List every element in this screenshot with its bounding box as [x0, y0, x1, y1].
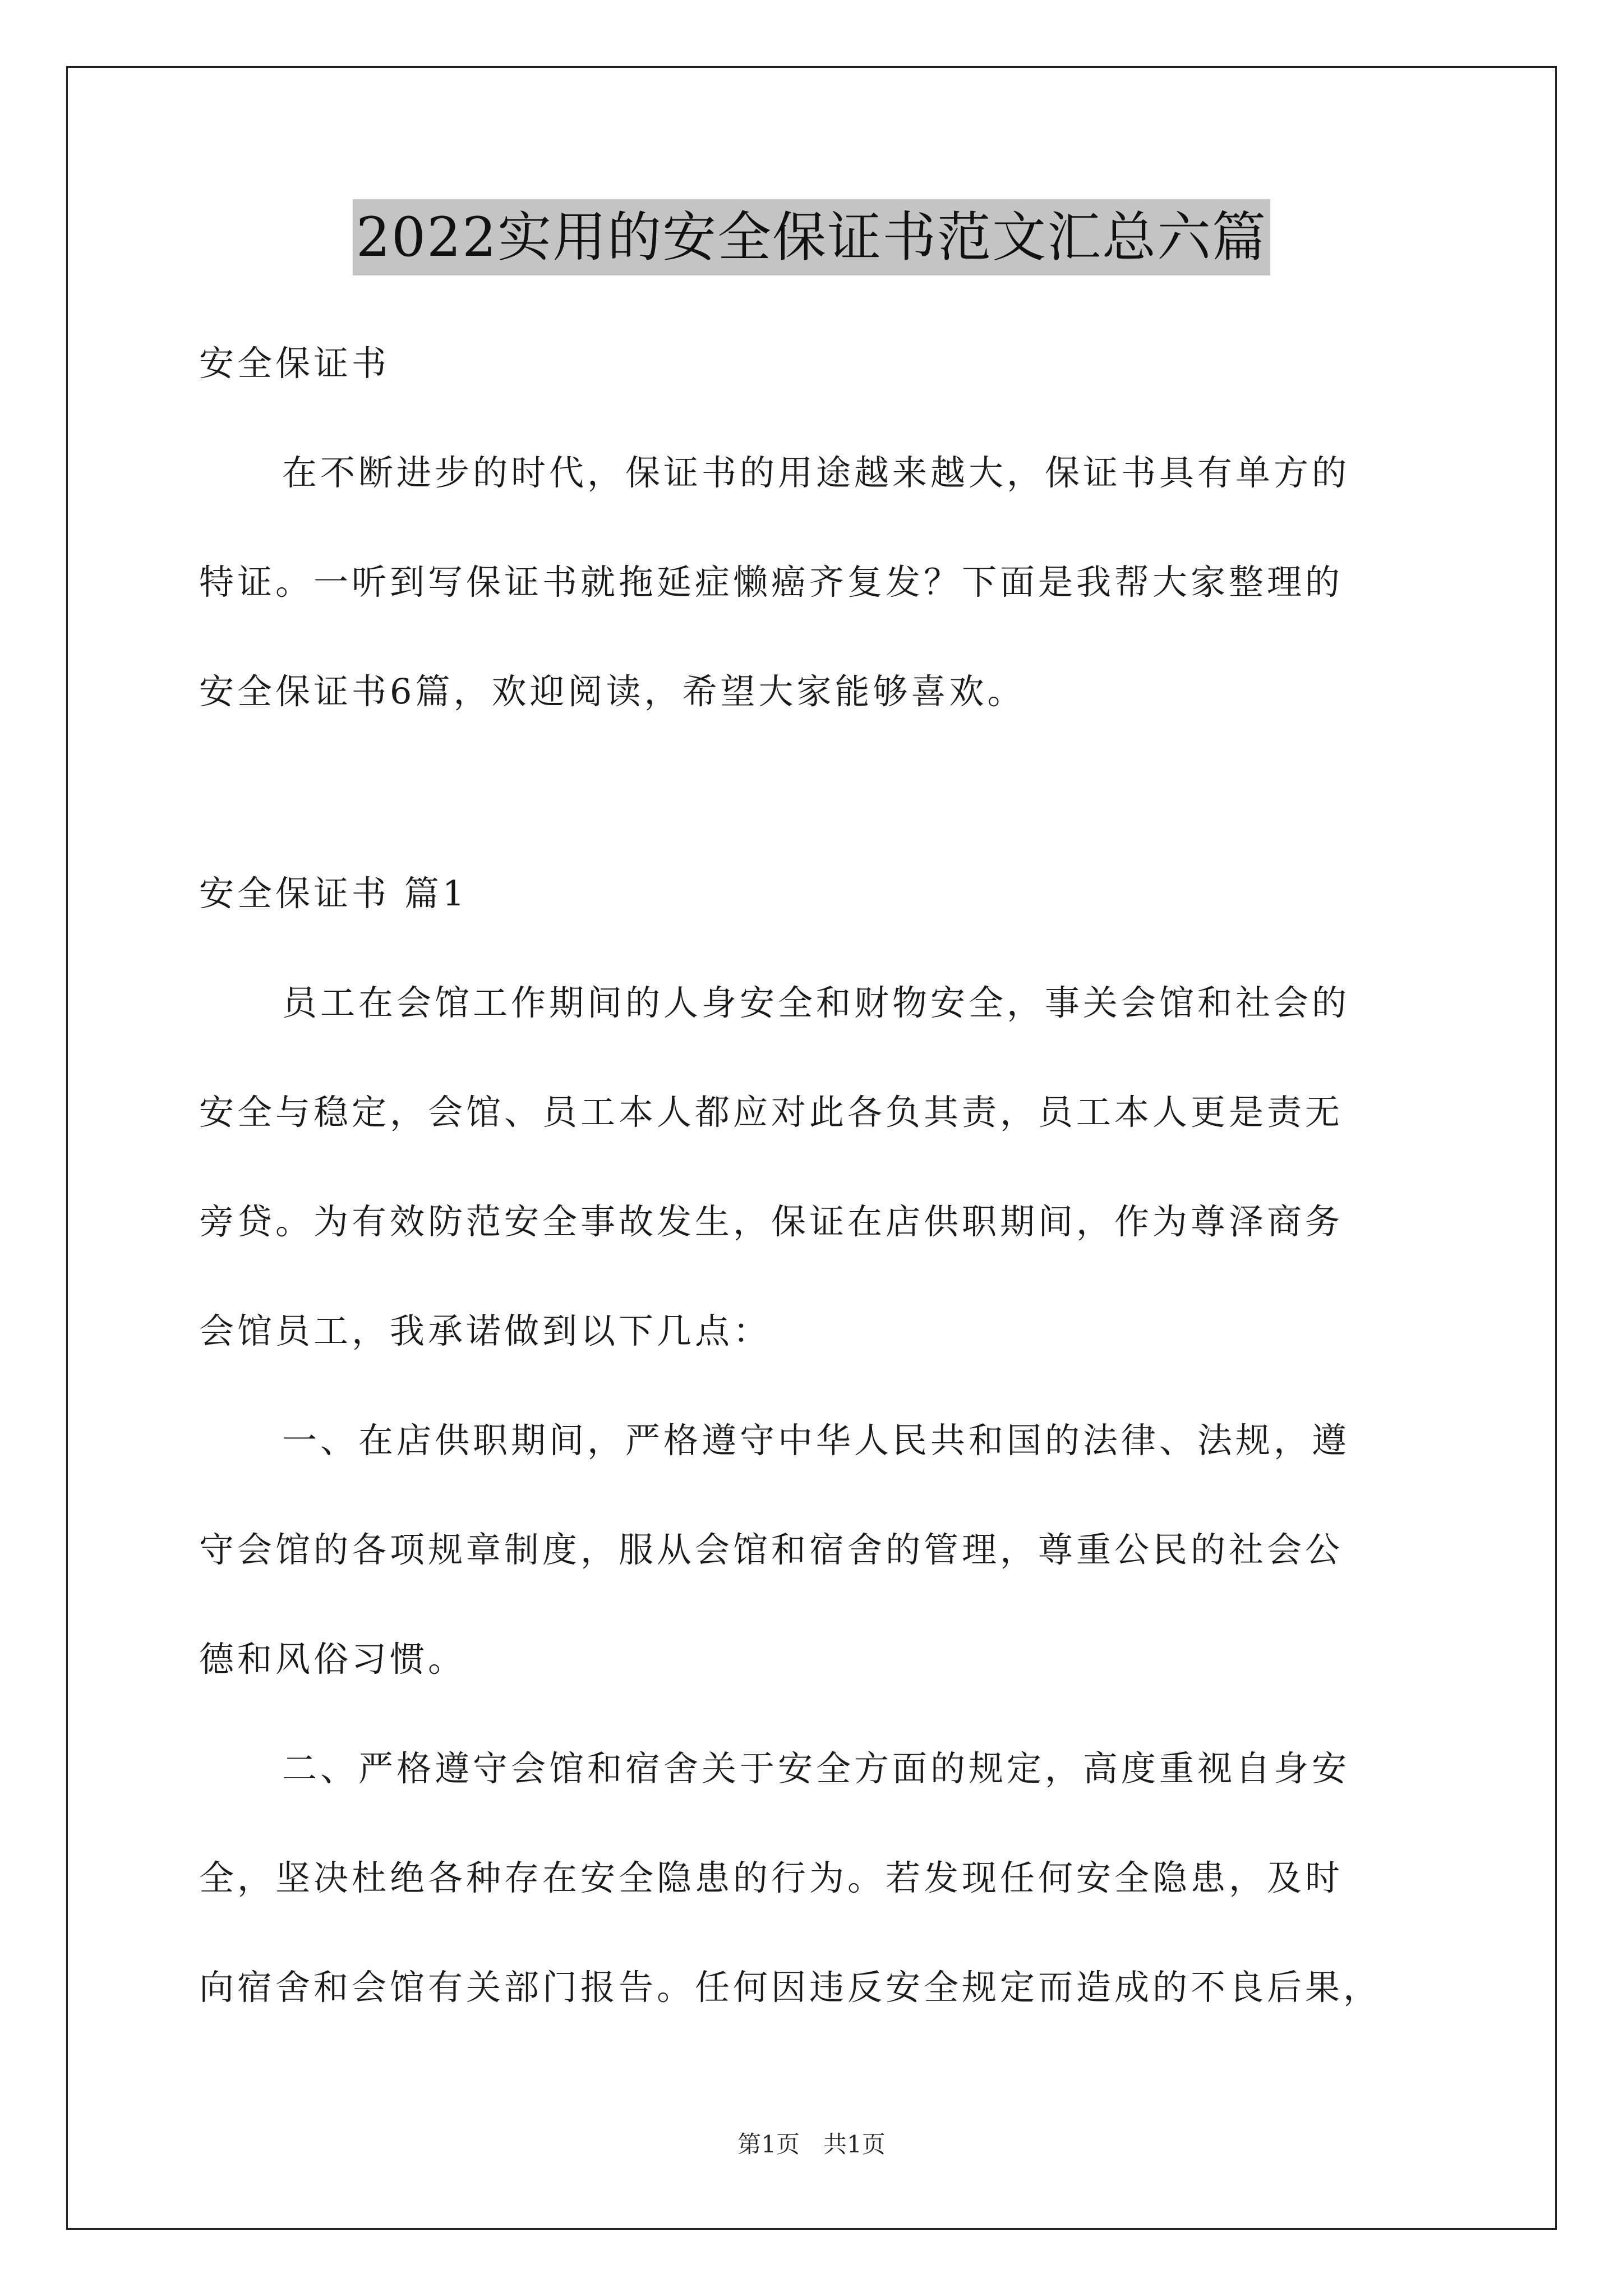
document-title: 2022实用的安全保证书范文汇总六篇 [353, 199, 1270, 275]
paragraph-line: 二、严格遵守会馆和宿舍关于安全方面的规定，高度重视自身安 [282, 1748, 1350, 1789]
title-container [0, 199, 1623, 275]
page-footer: 第1页 共1页 [737, 2131, 886, 2158]
paragraph-line: 安全与稳定，会馆、员工本人都应对此各负其责，员工本人更是责无 [199, 1092, 1344, 1133]
paragraph-line: 向宿舍和会馆有关部门报告。任何因违反安全规定而造成的不良后果， [199, 1967, 1382, 2008]
paragraph-line: 员工在会馆工作期间的人身安全和财物安全，事关会馆和社会的 [282, 982, 1350, 1023]
paragraph-line: 德和风俗习惯。 [199, 1639, 467, 1680]
paragraph-line: 守会馆的各项规章制度，服从会馆和宿舍的管理，尊重公民的社会公 [199, 1529, 1344, 1570]
section-gap [199, 746, 1427, 839]
paragraph-line: 会馆员工，我承诺做到以下几点： [199, 1310, 772, 1351]
paragraph-line: 全，坚决杜绝各种存在安全隐患的行为。若发现任何安全隐患，及时 [199, 1857, 1344, 1898]
document-body [199, 309, 1427, 2042]
intro-line: 安全保证书6篇，欢迎阅读，希望大家能够喜欢。 [199, 671, 1026, 712]
intro-heading: 安全保证书 [199, 343, 390, 384]
intro-line: 在不断进步的时代，保证书的用途越来越大，保证书具有单方的 [282, 452, 1350, 493]
paragraph-line: 一、在店供职期间，严格遵守中华人民共和国的法律、法规，遵 [282, 1420, 1350, 1461]
section1-heading: 安全保证书 篇1 [199, 873, 468, 914]
paragraph-line: 旁贷。为有效防范安全事故发生，保证在店供职期间，作为尊泽商务 [199, 1201, 1344, 1242]
intro-line: 特证。一听到写保证书就拖延症懒癌齐复发？下面是我帮大家整理的 [199, 562, 1344, 602]
